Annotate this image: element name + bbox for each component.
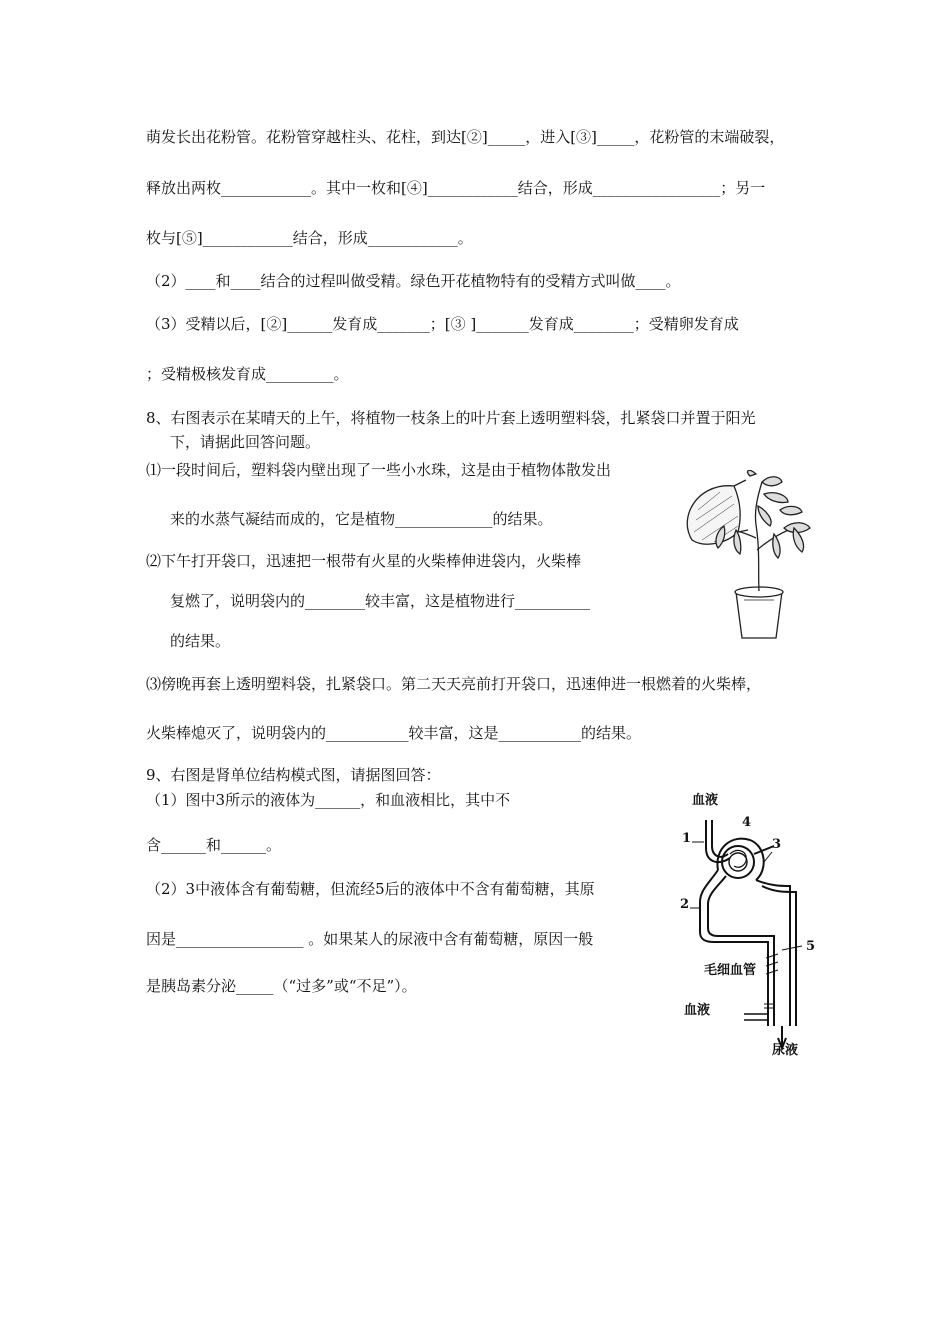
label-blood-out: 血液 [684, 1003, 711, 1018]
q9-sub-2a: （2）3中液体含有葡萄糖，但流经5后的液体中不含有葡萄糖，其原 [146, 880, 595, 898]
label-blood-in: 血液 [692, 793, 719, 808]
nephron-diagram [670, 790, 830, 1060]
q7-part-3a: （3）受精以后，[②]______发育成_______；[③ ]_______发育成________；受精卵发育成 [146, 315, 739, 333]
label-2: 2 [680, 897, 690, 912]
q9-heading: 9、右图是肾单位结构模式图，请据图回答： [146, 766, 441, 784]
q9-sub-1a: （1）图中3所示的液体为______，和血液相比，其中不 [146, 791, 511, 809]
q8-sub-3a: ⑶傍晚再套上透明塑料袋，扎紧袋口。第二天天亮前打开袋口，迅速伸进一根燃着的火柴棒， [146, 675, 762, 693]
q9-sub-2b: 因是_________________ 。如果某人的尿液中含有葡萄糖，原因一般 [146, 930, 594, 948]
label-capillary: 毛细血管 [704, 963, 757, 978]
label-4: 4 [742, 815, 752, 830]
q9-sub-2c: 是胰岛素分泌_____（“过多”或“不足”）。 [146, 977, 417, 995]
label-1: 1 [682, 831, 692, 846]
label-urine: 尿液 [772, 1043, 799, 1058]
label-5: 5 [806, 939, 816, 954]
q8-sub-1b: 来的水蒸气凝结而成的，它是植物_____________的结果。 [170, 510, 553, 528]
q8-sub-2a: ⑵下午打开袋口，迅速把一根带有火星的火柴棒伸进袋内，火柴棒 [146, 552, 582, 570]
q8-heading-cont: 下，请据此回答问题。 [170, 433, 321, 451]
q8-sub-3b: 火柴棒熄灭了，说明袋内的___________较丰富，这是___________的结果。 [146, 724, 642, 742]
q7-part-2: （2）____和____结合的过程叫做受精。绿色开花植物特有的受精方式叫做____。 [146, 272, 681, 290]
q7-part-3b: ；受精极核发育成_________。 [146, 365, 349, 383]
q8-sub-2c: 的结果。 [170, 632, 231, 650]
q7-line-1: 萌发长出花粉管。花粉管穿越柱头、花柱，到达[②]_____，进入[③]_____，花粉管的末端破裂， [146, 128, 785, 146]
q7-line-2: 释放出两枚____________。其中一枚和[④]____________结合，形成_________________；另一 [146, 179, 766, 197]
q8-heading: 8、右图表示在某晴天的上午，将植物一枝条上的叶片套上透明塑料袋，扎紧袋口并置于阳光 [146, 409, 756, 427]
q8-sub-2b: 复燃了，说明袋内的________较丰富，这是植物进行__________ [170, 592, 591, 610]
label-3: 3 [772, 837, 782, 852]
plant-bag-figure [684, 470, 824, 650]
q9-sub-1b: 含______和______。 [146, 836, 282, 854]
q8-sub-1a: ⑴一段时间后，塑料袋内壁出现了一些小水珠，这是由于植物体散发出 [146, 461, 612, 479]
q7-line-3: 枚与[⑤]____________结合，形成____________。 [146, 229, 473, 247]
